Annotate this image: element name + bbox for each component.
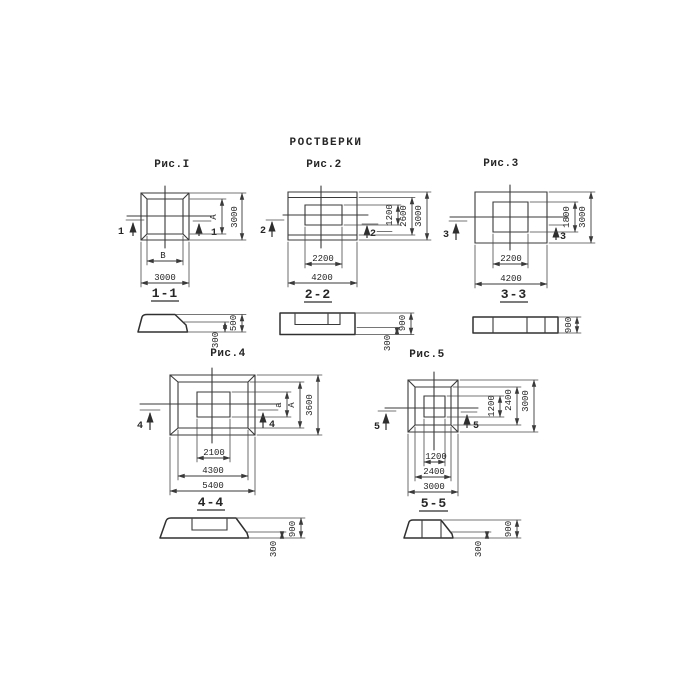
fig2-plan-linework: [283, 186, 368, 248]
section-2-2-label: 2-2: [304, 287, 332, 302]
fig2-cut-number-right: 2: [369, 229, 377, 240]
fig4-dim-width-outer: 5400: [202, 481, 224, 491]
fig1-caption: Рис.I: [154, 159, 190, 171]
fig5-dim-height-inner: 1200: [487, 395, 497, 417]
fig5-caption: Рис.5: [409, 349, 445, 361]
fig5-cut-number-left: 5: [373, 422, 381, 433]
section-2-2-dim-edge: 300: [383, 334, 393, 352]
section-4-4-dim-edge: 300: [269, 540, 279, 558]
fig1-cut-mark-lines: [126, 220, 211, 221]
fig3-plan-linework: [450, 185, 568, 250]
section-2-2-profile: [280, 313, 355, 335]
section-3-3-label: 3-3: [500, 287, 528, 302]
fig2-dim-width-inner: 2200: [312, 254, 334, 264]
fig3-dim-width-inner: 2200: [500, 254, 522, 264]
fig5-dim-width-mid: 2400: [423, 467, 445, 477]
section-1-1-dim-total: 500: [229, 314, 239, 332]
fig4-dim-height-mid: А: [287, 402, 297, 408]
fig3-dim-width-outer: 4200: [500, 274, 522, 284]
fig1-dim-height-outer: 3000: [230, 206, 240, 228]
section-2-2-dim-total: 900: [398, 314, 408, 332]
fig3-dim-height-outer: 3000: [578, 206, 588, 228]
fig5-dim-width-inner: 1200: [425, 452, 447, 462]
fig3-dim-height-inner: 1800: [562, 206, 572, 228]
figure-1: [118, 159, 246, 348]
fig2-caption: Рис.2: [306, 159, 342, 171]
fig1-dim-width-inner: В: [160, 251, 166, 261]
fig1-dim-height-inner: А: [209, 214, 219, 220]
section-2-2-recess: [295, 314, 340, 325]
fig3-cut-number-left: 3: [442, 230, 450, 241]
section-5-5-profile: [404, 520, 453, 538]
section-5-5-label: 5-5: [420, 496, 448, 511]
section-1-1-label: 1-1: [151, 286, 179, 301]
figure-2: [260, 159, 431, 351]
fig2-cut-number-left: 2: [259, 226, 267, 237]
fig2-dim-width-outer: 4200: [311, 273, 333, 283]
fig5-dim-height-outer: 3000: [521, 390, 531, 412]
section-3-3-dim-total: 900: [564, 316, 574, 334]
fig5-dim-height-mid: 2400: [504, 389, 514, 411]
fig3-cut-number-right: 3: [559, 232, 567, 243]
fig1-cut-number-left: 1: [117, 227, 125, 238]
fig2-dim-height-mid: 2600: [399, 205, 409, 227]
section-5-5-dim-total: 900: [504, 520, 514, 538]
fig4-cut-number-left: 4: [136, 421, 144, 432]
fig4-dim-width-mid: 4300: [202, 466, 224, 476]
figure-5: [374, 349, 538, 557]
fig4-cut-number-right: 4: [268, 420, 276, 431]
fig1-dim-width-outer: 3000: [154, 273, 176, 283]
fig1-cut-number-right: 1: [210, 228, 218, 239]
fig5-cut-number-right: 5: [472, 421, 480, 432]
section-4-4-label: 4-4: [197, 495, 225, 510]
section-4-4-recess: [192, 519, 227, 530]
figure-4: [137, 348, 322, 557]
fig3-caption: Рис.3: [483, 158, 519, 170]
fig5-plan-linework: [385, 372, 478, 450]
section-4-4-dim-total: 900: [288, 520, 298, 538]
section-5-5-dividers: [422, 520, 441, 538]
section-5-5-dim-edge: 300: [474, 540, 484, 558]
drawing-title: РОСТВЕРКИ: [289, 137, 363, 149]
fig4-dim-height-outer: 3600: [305, 394, 315, 416]
fig5-extension-lines: [408, 380, 538, 496]
fig4-caption: Рис.4: [210, 348, 246, 360]
fig5-dim-width-outer: 3000: [423, 482, 445, 492]
fig5-cut-mark-lines: [378, 411, 477, 412]
fig2-dim-height-inner: 1200: [385, 204, 395, 226]
fig1-plan-linework: [127, 186, 212, 248]
fig3-cut-mark-lines: [449, 221, 565, 225]
section-1-1-dim-edge: 300: [211, 331, 221, 349]
fig2-dim-height-outer: 3000: [414, 205, 424, 227]
section-4-4-profile: [160, 518, 249, 538]
section-1-1-profile: [138, 315, 188, 333]
figure-3: [443, 158, 595, 333]
fig4-plan-linework: [140, 368, 280, 443]
fig4-dim-height-inner: а: [274, 402, 284, 408]
section-3-3-dividers: [493, 317, 545, 333]
fig4-dim-width-inner: 2100: [203, 448, 225, 458]
